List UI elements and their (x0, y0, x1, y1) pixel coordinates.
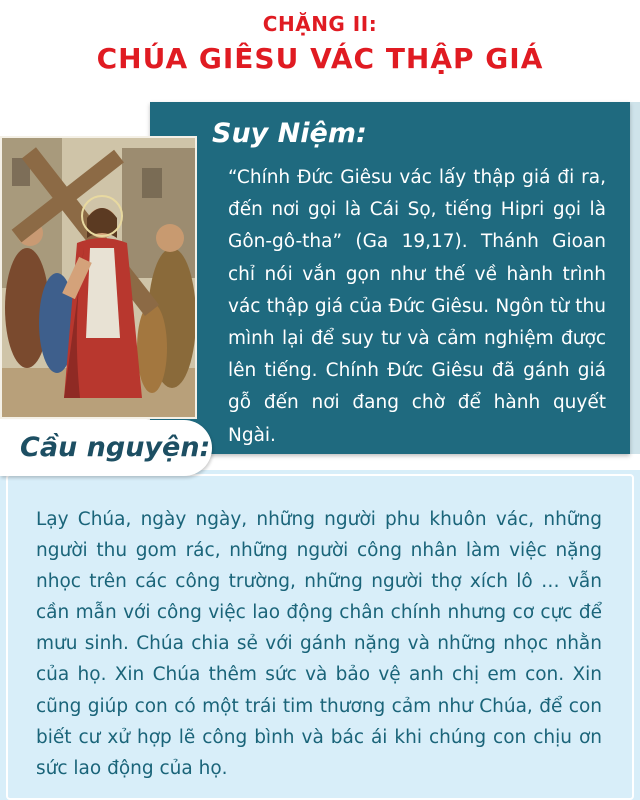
header (0, 0, 640, 100)
meditation-heading: Suy Niệm: (212, 118, 367, 149)
prayer-text: Lạy Chúa, ngày ngày, những người phu khuôn vác, những người thu gom rác, những người công nhân làm việc nặng nhọc trên các công trường, những người thợ xích lô … vẫn cần mẫn với công việc lao động chân chính nhưng cơ cực để mưu sinh. Chúa chia sẻ với gánh nặng và những nhọc nhằn của họ. Xin Chúa thêm sức và bảo vệ anh chị em con. Xin cũng giúp con có một trái tim thương cảm như Chúa, để con biết cư xử hợp lẽ công bình và bác ái khi chúng con chịu ơn sức lao động của họ. (36, 509, 602, 779)
meditation-text: “Chính Đức Giêsu vác lấy thập giá đi ra, đến nơi gọi là Cái Sọ, tiếng Hipri gọi là Gôn-gô-tha” (Ga 19,17). Thánh Gioan chỉ nói vắn gọn như thế về hành trình vác thập giá của Đức Giêsu. Ngôn từ thu mình lại để suy tư và cảm nghiệm được lên tiếng. Chính Đức Giêsu đã gánh giá gỗ đến nơi đang chờ để hành quyết Ngài. (228, 167, 606, 446)
prayer-heading: Cầu nguyện: (20, 432, 211, 463)
station-title: CHÚA GIÊSU VÁC THẬP GIÁ (96, 42, 544, 75)
jesus-carrying-cross-painting (0, 136, 197, 419)
meditation-shadow (630, 102, 640, 454)
station-number: CHẶNG II: (262, 12, 378, 36)
